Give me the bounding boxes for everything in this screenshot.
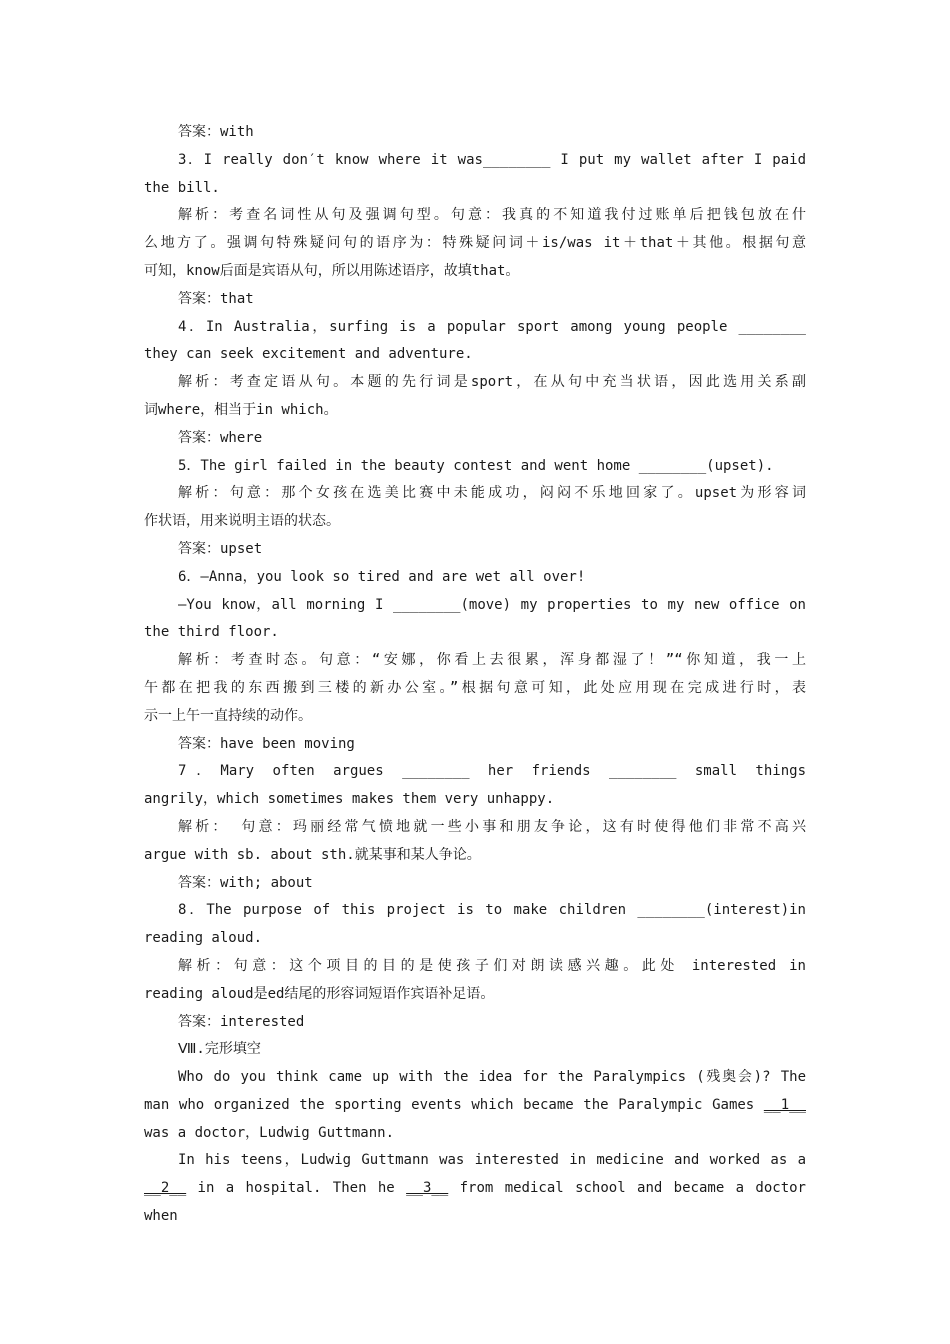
text-line: 5．The girl failed in the beauty contest and went home ________(upset). bbox=[178, 457, 774, 474]
text-line: 答案：interested bbox=[178, 1013, 305, 1030]
blank-3: __3__ bbox=[406, 1180, 449, 1197]
text-line: 可知，know后面是宾语从句，所以用陈述语序，故填that。 bbox=[144, 262, 520, 279]
text-line: 么地方了。强调句特殊疑问句的语序为：特殊疑问词＋is/was it＋that＋其他。根据句意 bbox=[144, 235, 806, 252]
text-line: Ⅷ.完形填空 bbox=[178, 1041, 261, 1058]
text-line: 解析：句意：那个女孩在选美比赛中未能成功，闷闷不乐地回家了。upset为形容词 bbox=[178, 485, 806, 502]
cloze-line-3: In his teens，Ludwig Guttmann was interested in medicine and worked as a bbox=[178, 1152, 806, 1169]
blank-1: __1__ bbox=[763, 1096, 806, 1113]
document-page bbox=[144, 119, 806, 1225]
text-line: 答案：that bbox=[178, 290, 254, 307]
text-line: 7．Mary often argues ________ her friends ________ small things bbox=[178, 763, 806, 780]
cloze-line-4-post: from medical school and became a doctor when bbox=[144, 1180, 806, 1225]
text-line: 午都在把我的东西搬到三楼的新办公室。”根据句意可知，此处应用现在完成进行时，表 bbox=[144, 679, 806, 696]
text-line: 解析： 句意：玛丽经常气愤地就一些小事和朋友争论，这有时使得他们非常不高兴 bbox=[178, 818, 806, 835]
text-line: the third floor. bbox=[144, 624, 279, 641]
text-line: 解析：考查名词性从句及强调句型。句意：我真的不知道我付过账单后把钱包放在什 bbox=[178, 207, 806, 224]
text-line: 解析：考查定语从句。本题的先行词是sport，在从句中充当状语，因此选用关系副 bbox=[178, 374, 806, 391]
blank-2: __2__ bbox=[144, 1180, 187, 1197]
cloze-line-2: was a doctor，Ludwig Guttmann. bbox=[144, 1124, 395, 1141]
text-line: 解析：考查时态。句意：“安娜，你看上去很累，浑身都湿了！”“你知道，我一上 bbox=[178, 652, 806, 669]
text-line: 解析：句意：这个项目的目的是使孩子们对朗读感兴趣。此处 interested in bbox=[178, 957, 806, 974]
text-line: 示一上午一直持续的动作。 bbox=[144, 707, 312, 724]
text-line: —You know，all morning I ________(move) my properties to my new office on bbox=[178, 596, 806, 613]
text-line: 作状语，用来说明主语的状态。 bbox=[144, 513, 340, 530]
text-line: 答案：with; about bbox=[178, 874, 313, 891]
text-line: they can seek excitement and adventure. bbox=[144, 346, 473, 363]
text-line: 答案：have been moving bbox=[178, 735, 355, 752]
text-line: angrily，which sometimes makes them very unhappy. bbox=[144, 791, 555, 808]
text-line: 3．I really don′t know where it was________ I put my wallet after I paid bbox=[178, 151, 806, 168]
text-line: the bill. bbox=[144, 179, 220, 196]
cloze-line-4 bbox=[144, 1175, 806, 1225]
text-line: 答案：where bbox=[178, 429, 263, 446]
text-line: Who do you think came up with the idea for the Paralympics (残奥会)? The bbox=[178, 1069, 806, 1086]
cloze-line-1-text: man who organized the sporting events which became the Paralympic Games bbox=[144, 1096, 764, 1113]
text-line: reading aloud. bbox=[144, 930, 263, 947]
text-line: 答案：upset bbox=[178, 540, 263, 557]
text-line: 8．The purpose of this project is to make children ________(interest)in bbox=[178, 902, 806, 919]
text-line: 6．—Anna，you look so tired and are wet all over! bbox=[178, 568, 586, 585]
text-line: argue with sb. about sth.就某事和某人争论。 bbox=[144, 846, 481, 863]
cloze-line-1 bbox=[144, 1092, 806, 1120]
cloze-line-4-mid: in a hospital. Then he bbox=[186, 1180, 407, 1197]
text-line: 答案：with bbox=[178, 124, 254, 140]
text-lines bbox=[144, 119, 806, 1092]
text-line: reading aloud是ed结尾的形容词短语作宾语补足语。 bbox=[144, 985, 495, 1002]
text-line: 4．In Australia，surfing is a popular sport among young people ________ bbox=[178, 318, 806, 335]
text-line: 词where，相当于in which。 bbox=[144, 401, 338, 418]
